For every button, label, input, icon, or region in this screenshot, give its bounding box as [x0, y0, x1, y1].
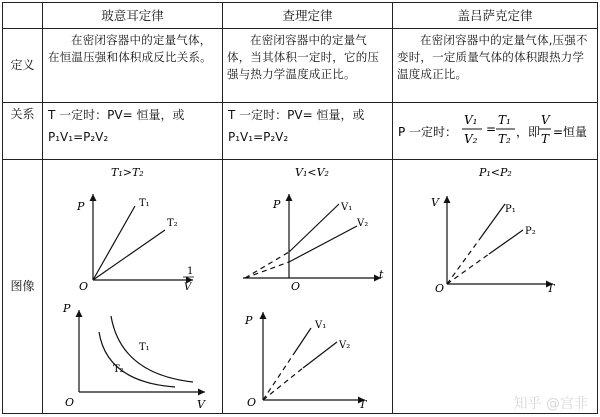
- isotherm-t2-curve: [99, 332, 175, 387]
- isochore-v1: [289, 204, 339, 252]
- relation-boyle-line1: T 一定时：PV= 恒量，或: [48, 108, 185, 122]
- relation-gaylussac-formula: [398, 110, 596, 154]
- equals-sign: =: [486, 122, 497, 136]
- label-v2: V₂: [339, 340, 351, 351]
- relation-charles: [228, 106, 390, 146]
- gas-laws-table: [2, 2, 598, 414]
- relation-gay-prefix: P 一定时：: [398, 125, 458, 139]
- watermark: 知乎 @宫非: [513, 396, 588, 412]
- axis-p: P: [63, 302, 71, 315]
- inv-v-num: 1: [187, 266, 194, 277]
- axis-v: V: [431, 196, 439, 209]
- frac-t1: T₁: [498, 113, 511, 127]
- extrapolation-p2: [447, 254, 489, 284]
- label-p2: P₂: [525, 226, 536, 237]
- relation-boyle: [48, 106, 220, 146]
- grid-line: [2, 413, 598, 414]
- header-charles: 查理定律: [282, 8, 333, 23]
- label-t2: T₂: [113, 364, 124, 375]
- axis-p: P: [77, 200, 85, 213]
- gay-condition: P₁<P₂: [479, 166, 512, 179]
- row-label-definition: 定义: [10, 58, 35, 72]
- label-v1: V₁: [315, 320, 327, 331]
- label-p1: P₁: [505, 204, 516, 215]
- origin-label: O: [247, 396, 257, 409]
- isochore-v1: [293, 328, 311, 355]
- axis-p: P: [273, 198, 281, 211]
- header-boyle: 玻意耳定律: [101, 8, 164, 23]
- relation-charles-line2: P₁V₁=P₂V₂: [228, 130, 289, 144]
- extrapolation-v2: [245, 262, 289, 278]
- definition-boyle: 在密闭容器中的定量气体，在恒温压强和体积成反比关系。: [48, 33, 212, 64]
- row-label-graph: 图像: [10, 279, 35, 293]
- gaylussac-graph: [393, 160, 597, 413]
- extrapolation-v1: [263, 355, 293, 400]
- label-v2: V₂: [357, 218, 369, 229]
- row-label-relation: 关系: [10, 107, 35, 121]
- isobar-p2: [489, 230, 523, 254]
- frac-v2: V₂: [464, 132, 478, 146]
- inv-v-den: V: [184, 282, 192, 293]
- origin-label: O: [65, 396, 75, 409]
- origin-label: O: [291, 280, 301, 293]
- label-t1: T₁: [139, 198, 150, 209]
- header-gaylussac: 盖吕萨克定律: [457, 8, 533, 23]
- relation-charles-line1: T 一定时：PV= 恒量，或: [228, 108, 365, 122]
- grid-line: [2, 2, 598, 3]
- relation-gaylussac: [398, 110, 596, 154]
- charles-condition: V₁<V₂: [295, 166, 329, 179]
- boyle-condition: T₁>T₂: [111, 166, 144, 179]
- axis-t: T: [547, 282, 555, 295]
- grid-line: [597, 2, 598, 414]
- axis-t: T: [359, 398, 367, 411]
- axis-v: V: [197, 398, 205, 411]
- boyle-graphs: [43, 160, 222, 413]
- extrapolation-v2: [263, 368, 303, 400]
- frac-v1: V₁: [464, 113, 478, 127]
- frac-t: T: [541, 132, 550, 146]
- relation-gay-mid: ，即: [516, 125, 541, 139]
- relation-boyle-line2: P₁V₁=P₂V₂: [48, 130, 109, 144]
- definition-gaylussac: 在密闭容器中的定量气体,压强不变时，一定质量气体的体积跟热力学温度成正比。: [397, 33, 588, 81]
- origin-label: O: [435, 282, 445, 295]
- frac-v: V: [541, 113, 550, 127]
- label-t1: T₁: [139, 342, 150, 353]
- isochore-v2: [289, 226, 357, 262]
- frac-t2: T₂: [498, 132, 511, 146]
- label-t2: T₂: [167, 218, 178, 229]
- isotherm-t1: [93, 206, 135, 280]
- label-v1: V₁: [341, 202, 353, 213]
- grid-line: [2, 28, 598, 29]
- charles-graphs: [223, 160, 392, 413]
- origin-label: O: [79, 280, 89, 293]
- isotherm-t2: [93, 230, 165, 280]
- relation-gay-suffix: =恒量: [553, 125, 588, 139]
- axis-p: P: [245, 314, 253, 327]
- grid-line: [2, 102, 598, 103]
- definition-charles: 在密闭容器中的定量气体，当其体积一定时，它的压强与热力学温度成正比。: [227, 33, 380, 81]
- isochore-v2: [303, 342, 337, 368]
- isobar-p1: [479, 204, 505, 240]
- axis-t-lower: t: [379, 268, 384, 281]
- extrapolation-p1: [447, 240, 479, 284]
